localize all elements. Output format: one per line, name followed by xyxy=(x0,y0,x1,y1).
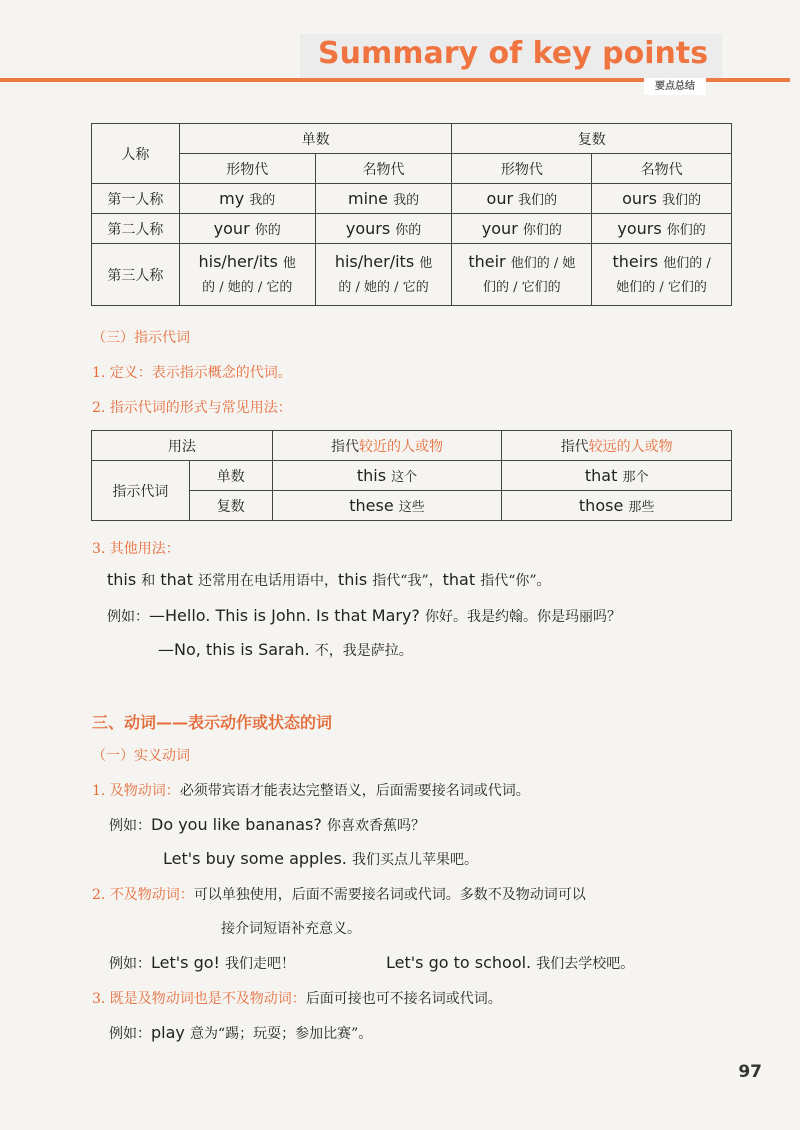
subheader: 形物代 xyxy=(452,154,592,184)
cell-en: our xyxy=(486,189,514,208)
example-en: Let's go! xyxy=(151,953,220,972)
page-number: 97 xyxy=(738,1062,762,1082)
header-far-highlight: 较远的人或物 xyxy=(588,438,673,455)
cell-cn: 的 / 她的 / 它的 xyxy=(338,279,429,295)
section-title-verbs: 三、动词——表示动作或状态的词 xyxy=(92,713,333,732)
example-label: 例如： xyxy=(109,1026,151,1042)
transitive-verbs xyxy=(92,780,530,800)
cell-cn: 你们的 xyxy=(666,223,706,238)
subheader: 名物代 xyxy=(315,154,452,184)
cell-cn: 她们的 / 它们的 xyxy=(616,279,707,295)
cell xyxy=(452,184,592,214)
example-en: Do you like bananas? xyxy=(151,815,322,834)
number-plural: 复数 xyxy=(189,491,272,521)
example-2 xyxy=(386,953,634,973)
example-1 xyxy=(109,815,425,835)
header-person: 人称 xyxy=(92,124,180,184)
cell-cn: 我们的 xyxy=(518,193,558,208)
number-singular: 单数 xyxy=(189,461,272,491)
cell xyxy=(179,184,315,214)
usage-ref: 指代“你”。 xyxy=(480,573,551,589)
word-this: this xyxy=(337,570,368,589)
table-row xyxy=(92,184,732,214)
subheader: 形物代 xyxy=(179,154,315,184)
point-label: 3. 既是及物动词也是不及物动词： xyxy=(92,991,306,1007)
header-near-highlight: 较近的人或物 xyxy=(359,438,443,455)
cell xyxy=(272,461,502,491)
cell-en: these xyxy=(349,496,394,515)
example-en: play xyxy=(151,1023,185,1042)
example-1 xyxy=(107,606,621,626)
point-text: 必须带宾语才能表达完整语义，后面需要接名词或代词。 xyxy=(179,783,530,799)
cell-en: your xyxy=(213,219,250,238)
example-cn: 你喜欢香蕉吗？ xyxy=(326,818,425,834)
header-far-prefix: 指代 xyxy=(560,438,589,455)
subsection-title: （一）实义动词 xyxy=(92,748,190,764)
header-singular: 单数 xyxy=(179,124,452,154)
cell-cn: 我的 xyxy=(249,193,276,208)
header-plural: 复数 xyxy=(452,124,732,154)
cell xyxy=(592,184,732,214)
cell-cn: 他们的 / xyxy=(663,255,711,271)
example-label: 例如： xyxy=(109,818,151,834)
cell-cn: 这些 xyxy=(398,500,425,515)
cell xyxy=(272,491,502,521)
possessive-pronoun-table xyxy=(91,123,732,306)
point-text-continued: 接介词短语补充意义。 xyxy=(221,921,361,937)
word-that: that xyxy=(160,570,193,589)
example-1 xyxy=(109,953,295,973)
example-cn: 意为“踢；玩耍；参加比赛”。 xyxy=(189,1026,373,1042)
other-usage-heading: 3. 其他用法： xyxy=(92,541,180,557)
table-row xyxy=(92,244,732,306)
header-usage: 用法 xyxy=(92,431,273,461)
example-en: —No, this is Sarah. xyxy=(158,640,310,659)
cell xyxy=(502,461,732,491)
forms-heading: 2. 指示代词的形式与常见用法： xyxy=(92,400,292,416)
example-2 xyxy=(158,640,413,660)
cell-en: ours xyxy=(622,189,657,208)
cell xyxy=(315,214,452,244)
page-title: Summary of key points xyxy=(318,36,709,71)
person-label: 第三人称 xyxy=(92,244,180,306)
point-text: 后面可接也可不接名词或代词。 xyxy=(305,991,502,1007)
cell-cn: 们的 / 它们的 xyxy=(483,279,561,295)
cell-en: your xyxy=(481,219,518,238)
cell-en: his/her/its xyxy=(198,251,278,271)
section-title-demonstrative: （三）指示代词 xyxy=(92,330,190,346)
other-usage-line xyxy=(107,570,551,590)
example-label: 例如： xyxy=(109,956,151,972)
page-subtitle: 要点总结 xyxy=(644,78,706,95)
cell-cn: 他 xyxy=(419,255,433,271)
example-2 xyxy=(163,849,478,869)
cell-cn: 我们的 xyxy=(662,193,702,208)
cell xyxy=(179,214,315,244)
word-and: 和 xyxy=(141,573,156,589)
cell-cn: 我的 xyxy=(393,193,420,208)
cell-cn: 他们的 / 她 xyxy=(510,255,576,271)
cell xyxy=(315,244,452,306)
cell-en: yours xyxy=(617,219,662,238)
cell-en: their xyxy=(468,251,506,271)
header-near xyxy=(272,431,502,461)
example-en: Let's go to school. xyxy=(386,953,532,972)
cell xyxy=(592,244,732,306)
demonstrative-pronoun-table xyxy=(91,430,732,521)
cell xyxy=(452,244,592,306)
cell-en: that xyxy=(584,466,618,485)
cell-en: his/her/its xyxy=(334,251,415,271)
word-this: this xyxy=(107,570,137,589)
header-near-prefix: 指代 xyxy=(331,438,359,455)
cell-en: theirs xyxy=(612,251,659,271)
point-label: 2. 不及物动词： xyxy=(92,887,194,903)
example-cn: 我们买点儿苹果吧。 xyxy=(351,852,478,868)
subheader: 名物代 xyxy=(592,154,732,184)
header-far xyxy=(502,431,732,461)
cell-en: this xyxy=(356,466,387,485)
cell-en: yours xyxy=(345,219,391,238)
cell-cn: 他 xyxy=(282,255,296,271)
cell-en: my xyxy=(219,189,245,208)
example-1 xyxy=(109,1023,372,1043)
cell-cn: 那个 xyxy=(622,470,649,485)
cell-cn: 你们的 xyxy=(522,223,562,238)
cell xyxy=(502,491,732,521)
example-en: —Hello. This is John. Is that Mary? xyxy=(149,606,420,625)
cell-en: those xyxy=(578,496,624,515)
cell xyxy=(452,214,592,244)
point-text: 可以单独使用，后面不需要接名词或代词。多数不及物动词可以 xyxy=(193,887,586,903)
person-label: 第二人称 xyxy=(92,214,180,244)
example-cn: 我们去学校吧。 xyxy=(536,956,635,972)
cell xyxy=(592,214,732,244)
example-cn: 我们走吧！ xyxy=(225,956,296,972)
example-cn: 不，我是萨拉。 xyxy=(314,643,413,659)
definition: 1. 定义：表示指示概念的代词。 xyxy=(92,365,292,381)
person-label: 第一人称 xyxy=(92,184,180,214)
cell xyxy=(315,184,452,214)
cell-cn: 的 / 她的 / 它的 xyxy=(202,279,293,295)
table-row xyxy=(92,214,732,244)
intransitive-verbs xyxy=(92,884,586,904)
table-row xyxy=(92,461,732,491)
point-label: 1. 及物动词： xyxy=(92,783,180,799)
usage-ref: 指代“我”， xyxy=(372,573,443,589)
row-label: 指示代词 xyxy=(92,461,190,521)
word-that: that xyxy=(442,570,476,589)
cell-en: mine xyxy=(348,189,389,208)
cell-cn: 那些 xyxy=(628,500,655,515)
example-en: Let's buy some apples. xyxy=(163,849,347,868)
usage-mid: 还常用在电话用语中， xyxy=(197,573,338,589)
cell-cn: 这个 xyxy=(391,470,418,485)
ambitransitive-verbs xyxy=(92,988,502,1008)
cell xyxy=(179,244,315,306)
cell-cn: 你的 xyxy=(254,223,281,238)
example-cn: 你好。我是约翰。你是玛丽吗？ xyxy=(425,609,622,625)
example-label: 例如： xyxy=(107,609,149,625)
cell-cn: 你的 xyxy=(395,223,422,238)
